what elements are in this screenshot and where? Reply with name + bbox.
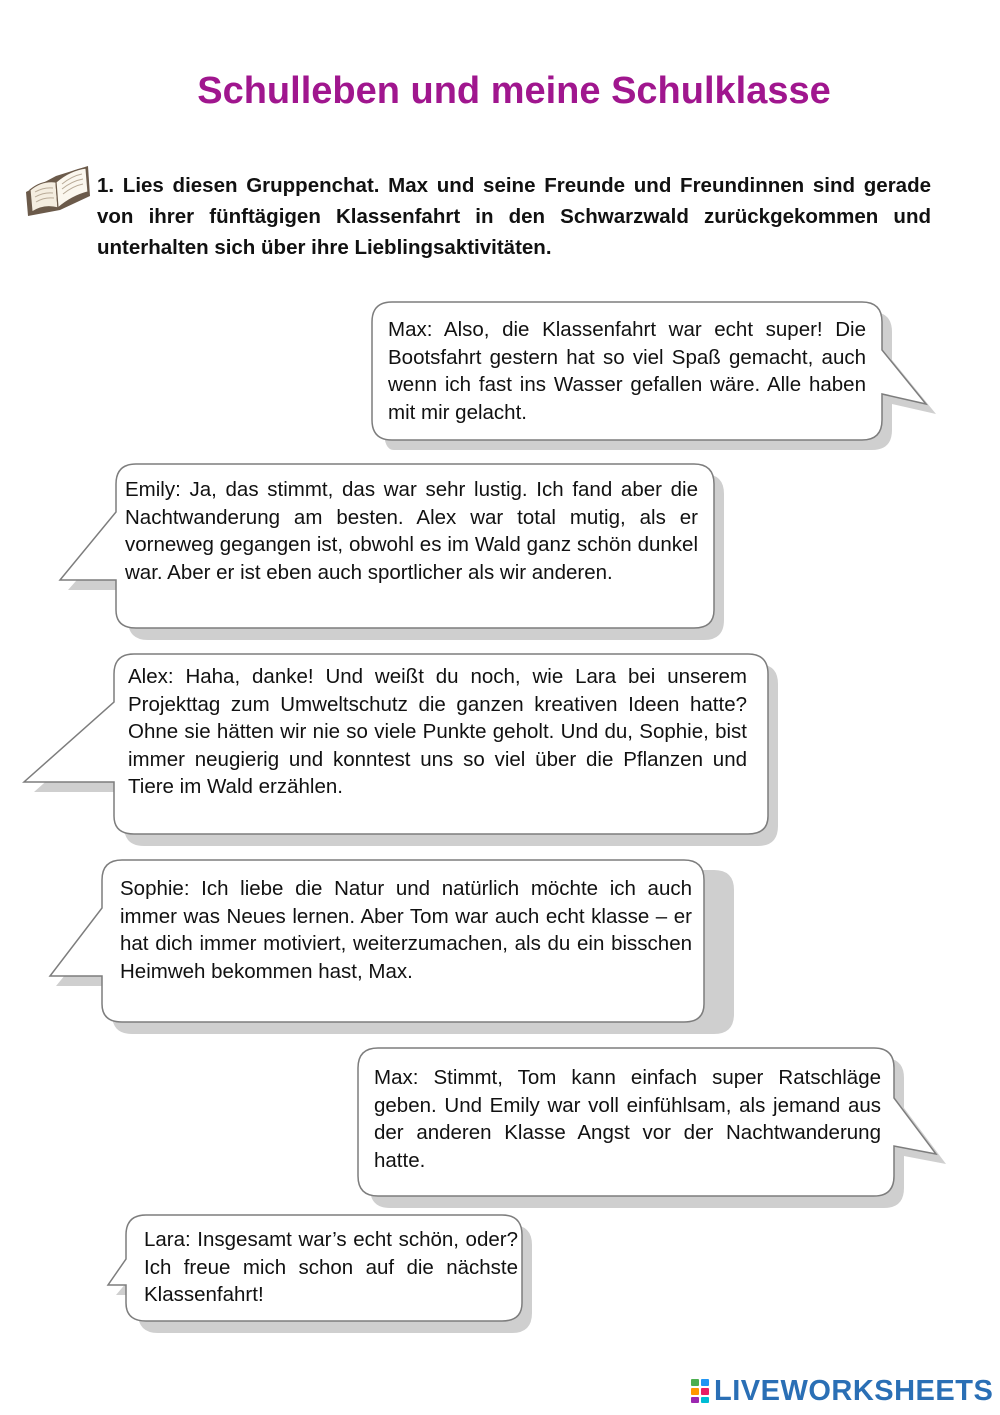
page-title: Schulleben und meine Schulklasse <box>197 70 831 112</box>
task-instruction: 1. Lies diesen Gruppenchat. Max und seine Freunde und Freundinnen sind gerade von ihrer fünftägigen Klassenfahrt in den Schwarzwald zurückgekommen und unterhalten sich über ihre Lieblingsaktivitäten. <box>97 174 931 259</box>
chat-message: Lara: Insgesamt war’s echt schön, oder? Ich freue mich schon auf die nächste Klassenfahrt! <box>144 1228 518 1306</box>
chat-message: Max: Stimmt, Tom kann einfach super Ratschläge geben. Und Emily war voll einfühlsam, als jemand aus der anderen Klasse Angst vor der Nachtwanderung hatte. <box>374 1066 881 1172</box>
chat-bubble-alex <box>22 652 792 852</box>
liveworksheets-logo <box>690 1376 993 1406</box>
liveworksheets-mark-icon <box>690 1378 710 1404</box>
chat-message: Emily: Ja, das stimmt, das war sehr lustig. Ich fand aber die Nachtwanderung am besten. Alex war total mutig, als er vorneweg gegangen ist, obwohl es im Wald ganz schön dunkel war. Aber er ist eben auch sportlicher als wir anderen. <box>125 478 698 584</box>
chat-message: Max: Also, die Klassenfahrt war echt super! Die Bootsfahrt gestern hat so viel Spaß gemacht, auch wenn ich fast ins Wasser gefallen wäre. Alle haben mit mir gelacht. <box>388 318 866 424</box>
brand-name: LIVEWORKSHEETS <box>714 1374 994 1407</box>
open-book-icon <box>22 162 92 218</box>
chat-bubble-max-2 <box>346 1046 956 1212</box>
chat-bubble-max-1 <box>360 300 940 460</box>
chat-message: Sophie: Ich liebe die Natur und natürlich möchte ich auch immer was Neues lernen. Aber Tom war auch echt klasse – er hat dich immer motiviert, weiterzumachen, als du ein bisschen Heimweh bekommen hast, Max. <box>120 877 692 983</box>
chat-bubble-sophie <box>50 858 730 1044</box>
chat-bubble-emily <box>60 462 740 652</box>
chat-message: Alex: Haha, danke! Und weißt du noch, wie Lara bei unserem Projekttag zum Umweltschutz die ganzen kreativen Ideen hatte? Ohne sie hätten wir nie so viele Punkte geholt. Und du, Sophie, bist immer neugierig und konntest uns so viel über die Pflanzen und Tiere im Wald erzählen. <box>128 665 747 798</box>
chat-bubble-lara <box>108 1213 538 1339</box>
